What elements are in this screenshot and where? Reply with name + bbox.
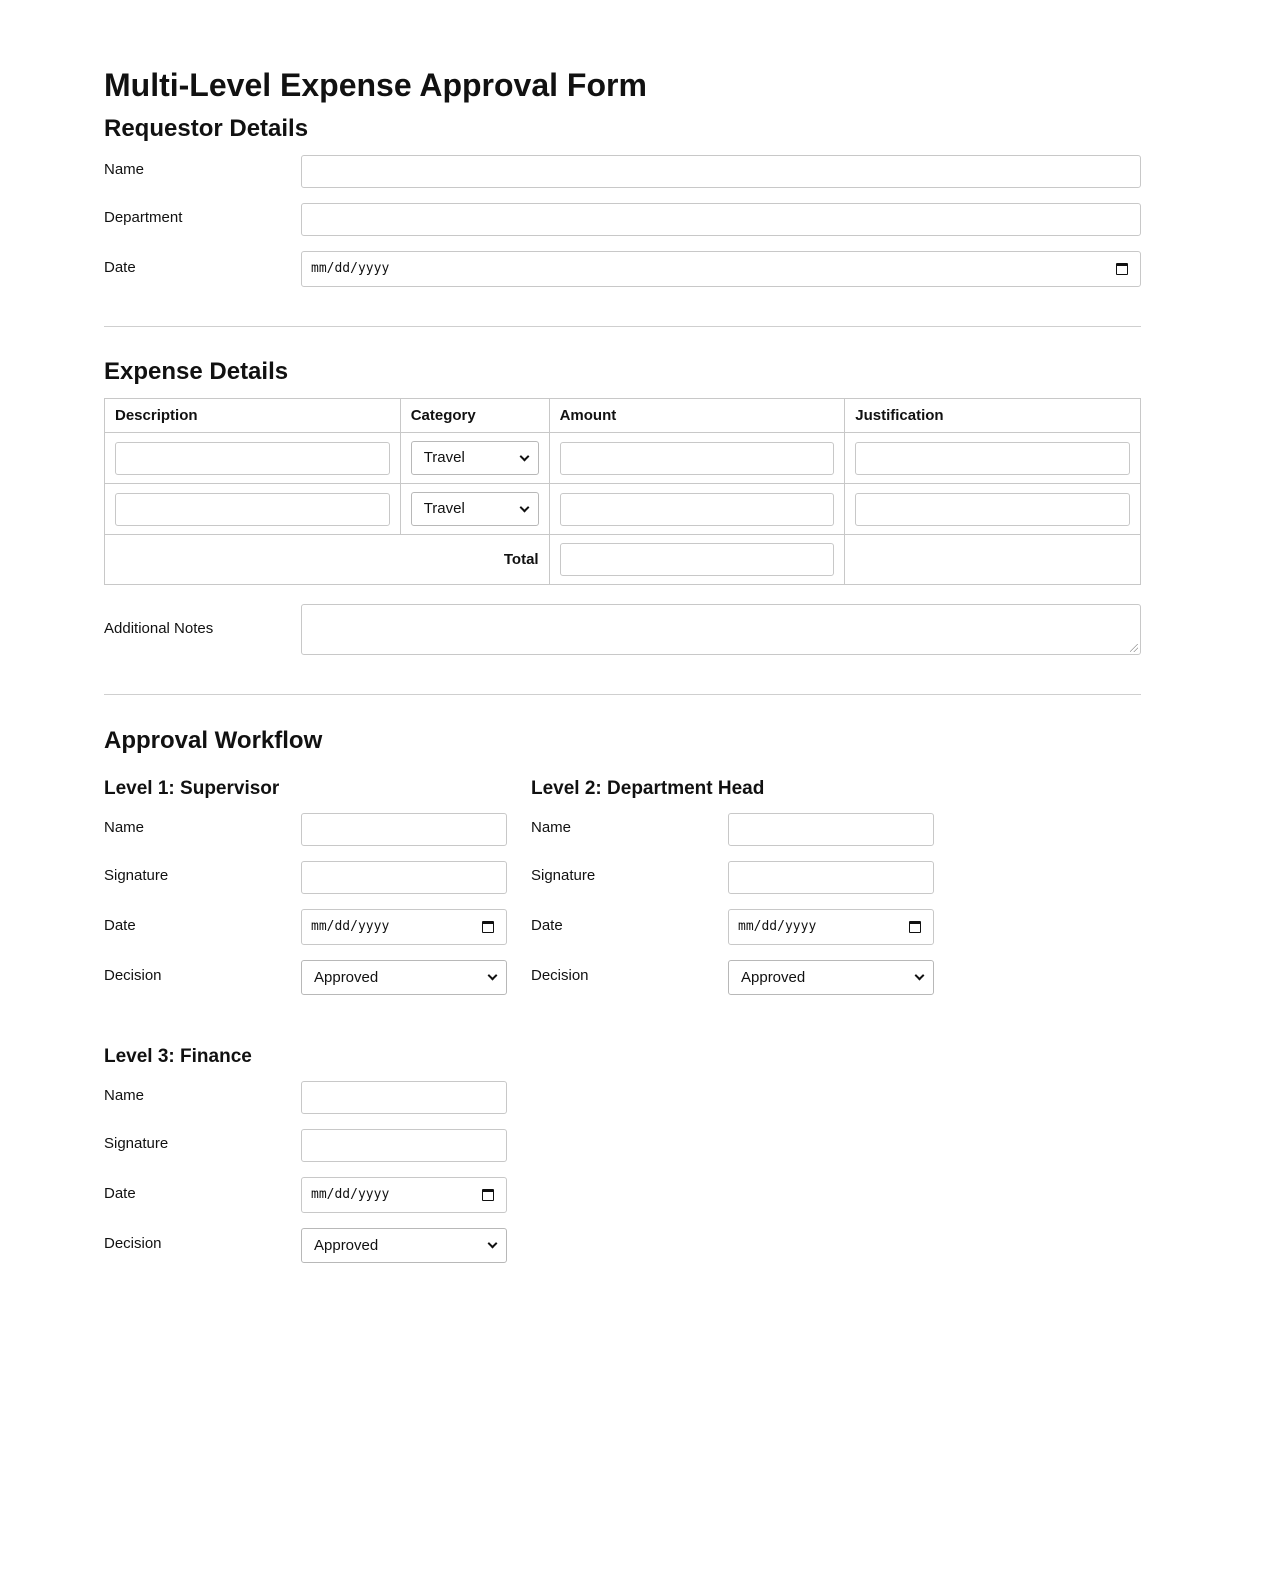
requestor-date-label: Date [104, 259, 136, 276]
table-header-row [105, 399, 1141, 433]
justification-input[interactable] [855, 493, 1130, 526]
category-value: Travel [423, 449, 465, 466]
date-placeholder: mm/dd/yyyy [311, 261, 390, 276]
table-row [105, 433, 1141, 484]
page-title: Multi-Level Expense Approval Form [104, 67, 647, 103]
requestor-heading: Requestor Details [104, 115, 309, 142]
requestor-name-label: Name [104, 161, 145, 178]
level-1-signature-label: Signature [104, 867, 169, 884]
total-row [105, 535, 1141, 585]
level-1-date-input[interactable] [301, 909, 507, 945]
category-select[interactable] [411, 492, 539, 526]
workflow-heading: Approval Workflow [104, 727, 323, 754]
additional-notes-label: Additional Notes [104, 620, 214, 637]
level-1-decision-select[interactable] [301, 960, 507, 995]
level-1-date-label: Date [104, 917, 136, 934]
level-3-decision-label: Decision [104, 1235, 162, 1252]
level-1-signature-input[interactable] [301, 861, 507, 894]
additional-notes-textarea[interactable] [301, 604, 1141, 655]
category-value: Travel [423, 500, 465, 517]
level-2-title: Level 2: Department Head [531, 778, 765, 799]
section-divider [104, 694, 1141, 695]
calendar-icon[interactable] [482, 1189, 494, 1201]
level-1-decision-label: Decision [104, 967, 162, 984]
date-placeholder: mm/dd/yyyy [738, 919, 817, 934]
total-amount-input[interactable] [560, 543, 835, 576]
level-3-signature-label: Signature [104, 1135, 169, 1152]
date-placeholder: mm/dd/yyyy [311, 1187, 390, 1202]
level-3-date-input[interactable] [301, 1177, 507, 1213]
level-1-name-label: Name [104, 819, 145, 836]
description-input[interactable] [115, 442, 390, 475]
expense-table [104, 398, 1141, 585]
level-2-date-label: Date [531, 917, 563, 934]
column-header-amount: Amount [549, 399, 845, 433]
requestor-date-input[interactable] [301, 251, 1141, 287]
requestor-department-label: Department [104, 209, 183, 226]
chevron-down-icon [519, 452, 529, 462]
level-2-name-label: Name [531, 819, 572, 836]
calendar-icon[interactable] [482, 921, 494, 933]
decision-value: Approved [741, 969, 806, 986]
total-empty-cell [845, 535, 1141, 585]
level-2-decision-select[interactable] [728, 960, 934, 995]
expense-heading: Expense Details [104, 358, 289, 385]
total-label: Total [105, 535, 550, 585]
level-1-name-input[interactable] [301, 813, 507, 846]
calendar-icon[interactable] [1116, 263, 1128, 275]
resize-handle-icon[interactable] [1130, 644, 1138, 652]
level-3-name-input[interactable] [301, 1081, 507, 1114]
level-3-name-label: Name [104, 1087, 145, 1104]
section-divider [104, 326, 1141, 327]
chevron-down-icon [519, 503, 529, 513]
chevron-down-icon [488, 971, 498, 981]
decision-value: Approved [314, 969, 379, 986]
chevron-down-icon [488, 1239, 498, 1249]
chevron-down-icon [915, 971, 925, 981]
calendar-icon[interactable] [909, 921, 921, 933]
level-3-decision-select[interactable] [301, 1228, 507, 1263]
level-2-signature-label: Signature [531, 867, 596, 884]
amount-input[interactable] [560, 442, 835, 475]
category-select[interactable] [411, 441, 539, 475]
column-header-justification: Justification [845, 399, 1141, 433]
date-placeholder: mm/dd/yyyy [311, 919, 390, 934]
level-3-date-label: Date [104, 1185, 136, 1202]
level-2-name-input[interactable] [728, 813, 934, 846]
level-1-title: Level 1: Supervisor [104, 778, 280, 799]
description-input[interactable] [115, 493, 390, 526]
level-2-date-input[interactable] [728, 909, 934, 945]
level-3-signature-input[interactable] [301, 1129, 507, 1162]
amount-input[interactable] [560, 493, 835, 526]
level-2-signature-input[interactable] [728, 861, 934, 894]
decision-value: Approved [314, 1237, 379, 1254]
justification-input[interactable] [855, 442, 1130, 475]
requestor-department-input[interactable] [301, 203, 1141, 236]
requestor-name-input[interactable] [301, 155, 1141, 188]
column-header-description: Description [105, 399, 401, 433]
table-row [105, 484, 1141, 535]
level-3-title: Level 3: Finance [104, 1046, 252, 1067]
level-2-decision-label: Decision [531, 967, 589, 984]
column-header-category: Category [400, 399, 549, 433]
